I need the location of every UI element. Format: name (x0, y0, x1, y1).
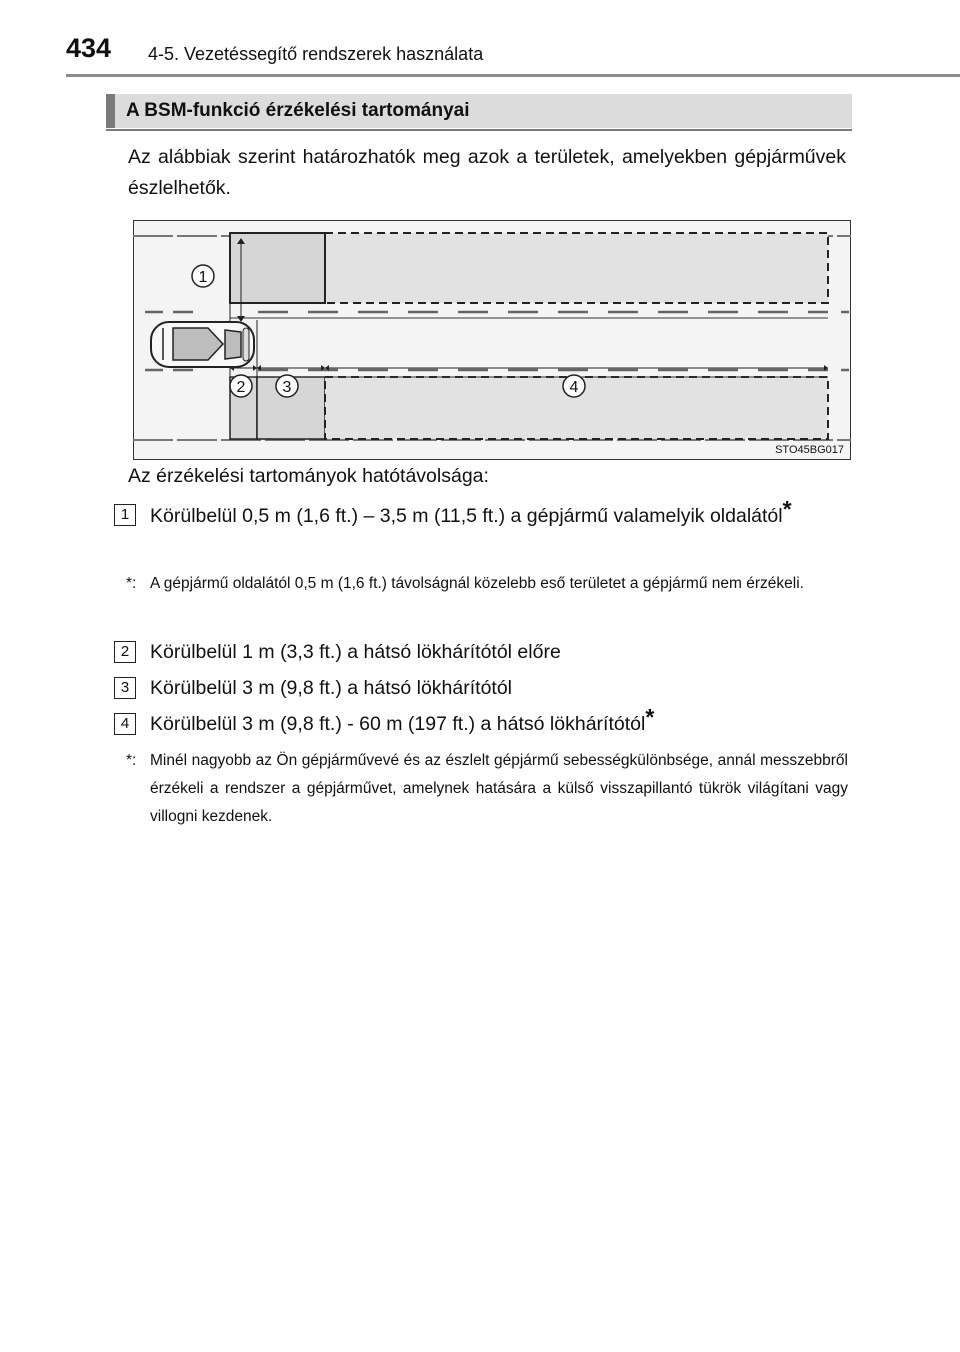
range-item-1 (110, 496, 850, 561)
callout-2-label: 2 (236, 379, 246, 396)
section-title: A BSM-funkció érzékelési tartományai (126, 100, 470, 121)
item-number: 3 (114, 677, 136, 699)
item-number: 1 (114, 504, 136, 526)
item-text: Körülbelül 0,5 m (1,6 ft.) – 3,5 m (11,5 ft.) a gépjármű valamelyik oldalától* (150, 496, 792, 527)
figure-code: STO45BG017 (775, 444, 844, 456)
footnote-1 (126, 570, 848, 626)
footnote-star: * (645, 704, 655, 730)
item-text: Körülbelül 3 m (9,8 ft.) - 60 m (197 ft.) a hátsó lökhárítótól* (150, 704, 655, 735)
footnote-mark: *: (126, 752, 137, 769)
header-divider (66, 74, 960, 77)
item-text: Körülbelül 3 m (9,8 ft.) a hátsó lökhárítótól (150, 677, 513, 699)
upper-zone-extended (325, 233, 828, 303)
bsm-detection-diagram (133, 220, 851, 460)
section-heading-bar (106, 94, 115, 128)
item-number: 4 (114, 713, 136, 735)
footnote-text: Minél nagyobb az Ön gépjárművevé és az észlelt gépjármű sebességkülönbsége, annál messzebbről érzékeli a rendszer a gépjárművet, amelynek hatására a külső visszapillantó tükrök világítani vagy villogni kezdenek. (150, 752, 848, 825)
footnote-mark: *: (126, 575, 137, 592)
item-text: Körülbelül 1 m (3,3 ft.) a hátsó lökhárítótól előre (150, 641, 561, 663)
section-heading-underline (106, 129, 852, 131)
car-icon (151, 322, 254, 367)
callout-2 (230, 375, 252, 397)
item-number: 2 (114, 641, 136, 663)
range-item-3 (110, 674, 850, 704)
footnote-2 (126, 747, 848, 837)
ranges-title: Az érzékelési tartományok hatótávolsága: (128, 465, 489, 487)
callout-4-label: 4 (569, 379, 579, 396)
callout-3 (276, 375, 298, 397)
intro-paragraph: Az alábbiak szerint határozhatók meg azok a területek, amelyekben gépjárművek észlelhetők. (128, 146, 846, 199)
footnote-star: * (782, 496, 792, 522)
range-item-4 (110, 704, 850, 740)
chapter-title: 4-5. Vezetéssegítő rendszerek használata (148, 44, 484, 64)
section-heading (106, 94, 852, 128)
page-number: 434 (66, 33, 112, 63)
footnote-text: A gépjármű oldalától 0,5 m (1,6 ft.) távolságnál közelebb eső területet a gépjármű nem érzékeli. (150, 575, 804, 592)
callout-4 (563, 375, 585, 397)
callout-1 (192, 265, 214, 287)
callout-3-label: 3 (282, 379, 292, 396)
callout-1-label: 1 (198, 269, 208, 286)
range-item-2 (110, 638, 850, 668)
